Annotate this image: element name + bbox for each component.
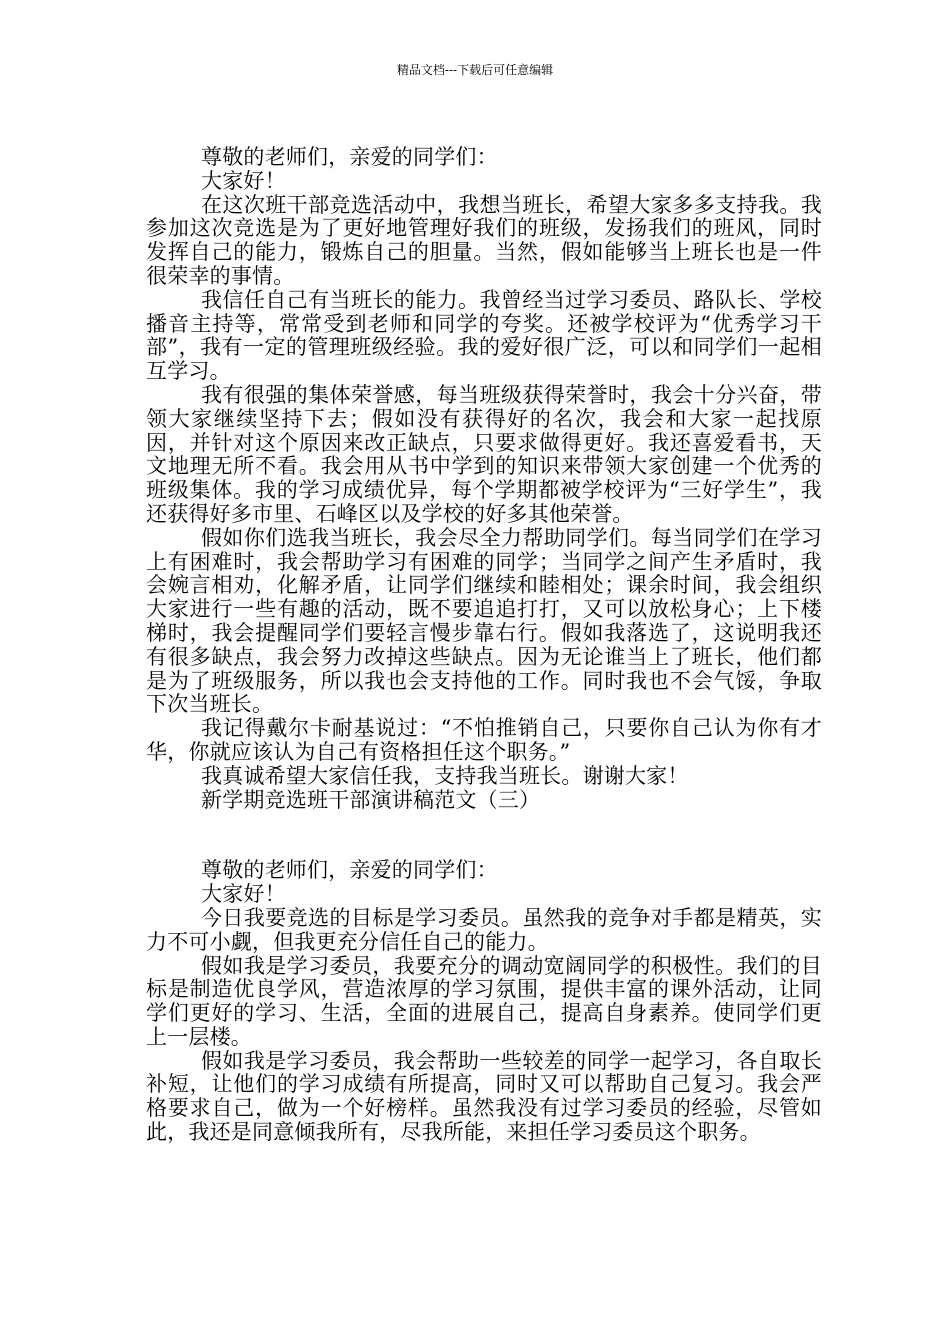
salutation: 尊敬的老师们，亲爱的同学们： bbox=[201, 858, 498, 883]
salutation: 尊敬的老师们，亲爱的同学们： bbox=[201, 145, 498, 169]
page-header: 精品文档---下载后可任意编辑 bbox=[396, 63, 554, 77]
paragraph: 我记得戴尔卡耐基说过：“不怕推销自己，只要你自己认为你有才华，你就应该认为自己有资格担任这个职务。” bbox=[146, 716, 822, 764]
document-body bbox=[146, 146, 822, 1145]
paragraph: 假如我是学习委员，我会帮助一些较差的同学一起学习，各自取长补短，让他们的学习成绩有所提高，同时又可以帮助自己复习。我会严格要求自己，做为一个好榜样。虽然我没有过学习委员的经验，尽管如此，我还是同意倾我所有，尽我所能，来担任学习委员这个职务。 bbox=[146, 1048, 822, 1145]
paragraph: 我有很强的集体荣誉感，每当班级获得荣誉时，我会十分兴奋，带领大家继续坚持下去；假如没有获得好的名次，我会和大家一起找原因，并针对这个原因来改正缺点，只要求做得更好。我还喜爱看书，天文地理无所不看。我会用从书中学到的知识来带领大家创建一个优秀的班级集体。我的学习成绩优异，每个学期都被学校评为“三好学生”，我还获得好多市里、石峰区以及学校的好多其他荣誉。 bbox=[146, 382, 822, 526]
paragraph: 假如我是学习委员，我要充分的调动宽阔同学的积极性。我们的目标是制造优良学风，营造浓厚的学习氛围，提供丰富的课外活动，让同学们更好的学习、生活，全面的进展自己，提高自身素养。使同学们更上一层楼。 bbox=[146, 953, 822, 1049]
paragraph: 今日我要竞选的目标是学习委员。虽然我的竞争对手都是精英，实力不可小觑，但我更充分信任自己的能力。 bbox=[146, 905, 822, 954]
paragraph: 我真诚希望大家信任我，支持我当班长。谢谢大家！ bbox=[201, 763, 689, 788]
paragraph: 在这次班干部竞选活动中，我想当班长，希望大家多多支持我。我参加这次竞选是为了更好地管理好我们的班级，发扬我们的班风，同时发挥自己的能力，锻炼自己的胆量。当然，假如能够当上班长也是一件很荣幸的事情。 bbox=[146, 192, 822, 288]
greeting: 大家好！ bbox=[201, 168, 286, 193]
greeting: 大家好！ bbox=[201, 882, 286, 907]
blank-line bbox=[146, 812, 822, 859]
section-title: 新学期竞选班干部演讲稿范文（三） bbox=[201, 787, 541, 812]
paragraph: 我信任自己有当班长的能力。我曾经当过学习委员、路队长、学校播音主持等，常常受到老师和同学的夸奖。还被学校评为“优秀学习干部”，我有一定的管理班级经验。我的爱好很广泛，可以和同学们一起相互学习。 bbox=[146, 287, 822, 384]
paragraph: 假如你们选我当班长，我会尽全力帮助同学们。每当同学们在学习上有困难时，我会帮助学习有困难的同学；当同学之间产生矛盾时，我会婉言相劝，化解矛盾，让同学们继续和睦相处；课余时间，我会组织大家进行一些有趣的活动，既不要追追打打，又可以放松身心；上下楼梯时，我会提醒同学们要轻言慢步靠右行。假如我落选了，这说明我还有很多缺点，我会努力改掉这些缺点。因为无论谁当上了班长，他们都是为了班级服务，所以我也会支持他的工作。同时我也不会气馁，争取下次当班长。 bbox=[146, 525, 822, 717]
